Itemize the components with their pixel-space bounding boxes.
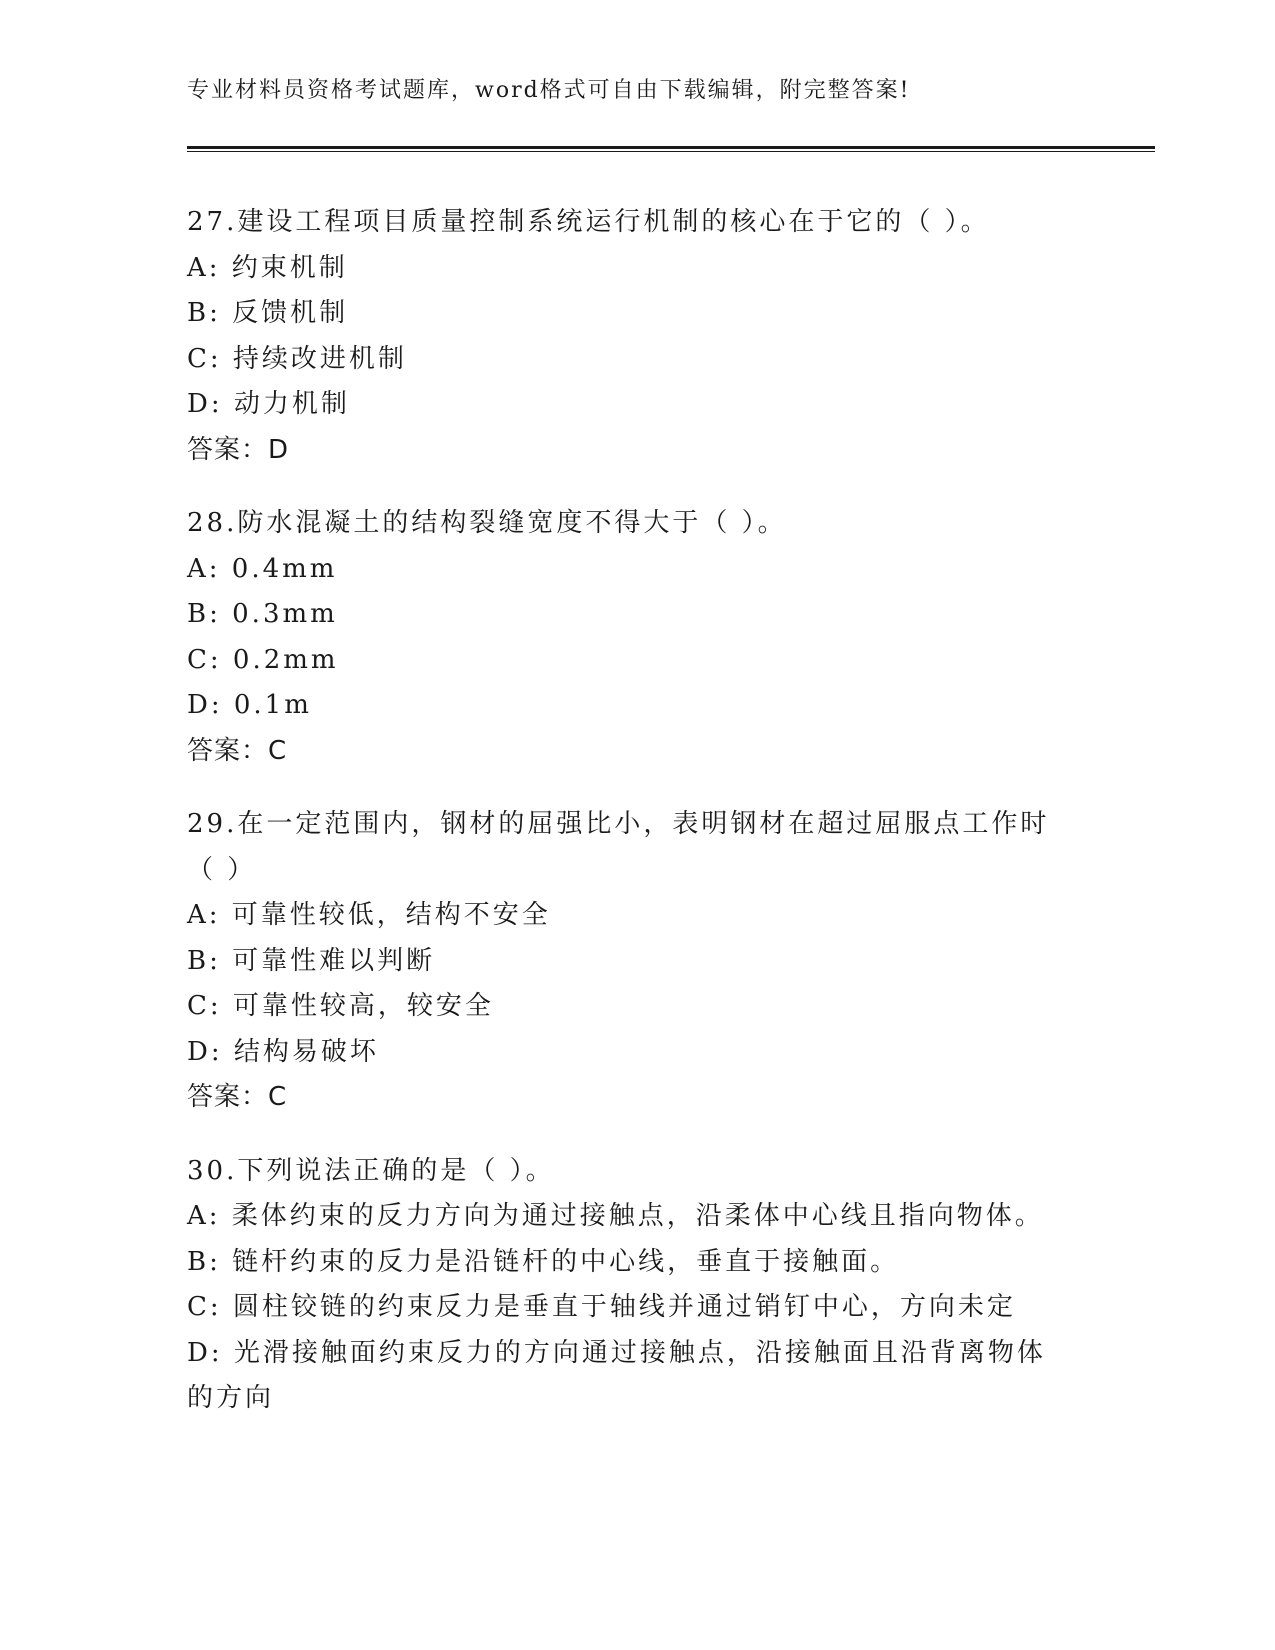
question-stem: 27.建设工程项目质量控制系统运行机制的核心在于它的（ ）。 — [187, 207, 990, 237]
header-divider-thick — [187, 146, 1155, 149]
option-d: D: 动力机制 — [187, 389, 350, 419]
option-a: A: 柔体约束的反力方向为通过接触点，沿柔体中心线且指向物体。 — [187, 1201, 1044, 1231]
option-c: C: 可靠性较高，较安全 — [187, 991, 494, 1021]
option-d: D: 0.1m — [187, 690, 312, 720]
option-b: B: 链杆约束的反力是沿链杆的中心线，垂直于接触面。 — [187, 1246, 900, 1277]
option-d: D: 结构易破坏 — [187, 1036, 379, 1067]
option-a: A: 约束机制 — [187, 252, 348, 283]
question-29 — [187, 802, 1087, 1121]
option-b: B: 0.3mm — [187, 599, 338, 629]
answer-text: 答案：C — [187, 1082, 288, 1112]
question-28 — [187, 501, 1087, 774]
answer-text: 答案：D — [187, 434, 290, 465]
question-list — [187, 200, 1087, 1450]
page-header-text: 专业材料员资格考试题库，word格式可自由下载编辑，附完整答案! — [187, 78, 911, 103]
option-c: C: 圆柱铰链的约束反力是垂直于轴线并通过销钉中心，方向未定 — [187, 1292, 1016, 1322]
question-30 — [187, 1149, 1087, 1422]
header-divider-thin — [187, 151, 1155, 152]
option-c: C: 0.2mm — [187, 644, 339, 675]
option-d: D: 光滑接触面约束反力的方向通过接触点，沿接触面且沿背离物体的方向 — [187, 1337, 1046, 1413]
question-stem: 29.在一定范围内，钢材的屈强比小，表明钢材在超过屈服点工作时（ ） — [187, 809, 1050, 885]
question-stem: 30.下列说法正确的是（ ）。 — [187, 1155, 555, 1186]
option-a: A: 0.4mm — [187, 553, 338, 584]
option-a: A: 可靠性较低，结构不安全 — [187, 900, 551, 930]
option-b: B: 可靠性难以判断 — [187, 945, 436, 976]
question-27 — [187, 200, 1087, 473]
answer-text: 答案：C — [187, 735, 288, 766]
option-b: B: 反馈机制 — [187, 298, 349, 328]
question-stem: 28.防水混凝土的结构裂缝宽度不得大于（ ）。 — [187, 508, 787, 538]
option-c: C: 持续改进机制 — [187, 343, 407, 374]
